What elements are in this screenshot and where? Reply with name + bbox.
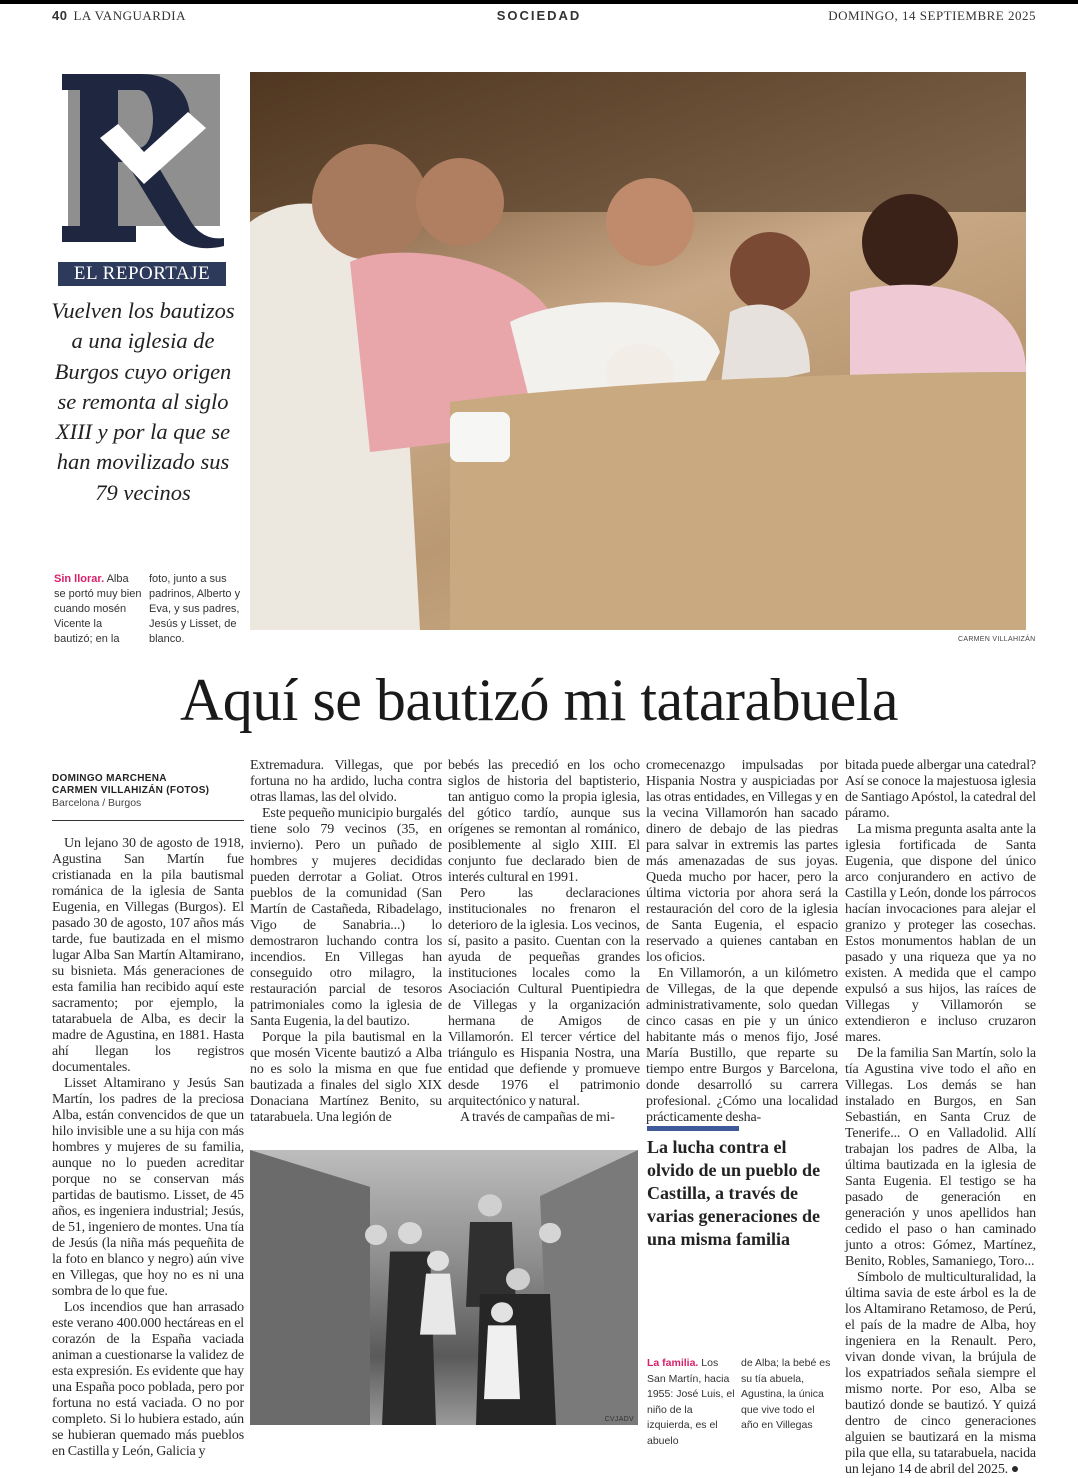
archive-caption-col2: de Alba; la bebé es su tía abuela, Agustina, la única que vive todo el año en Villegas [741, 1357, 831, 1431]
paragraph: La misma pregunta asalta ante la iglesia fortificada de Santa Eugenia, que dispone del único arco conjurandero en activo de Castilla y León, donde los párrocos hacían invocaciones para alejar el granizo y proteger las cosechas. Estos monumentos hablan de un pasado y una riqueza que ya no existen. A medida que el campo expulsó a sus hijos, las raíces de Villegas y Villamorón se extendieron e incluso cruzaron mares. [845, 822, 1036, 1045]
photo-caption-col1 [54, 572, 142, 647]
baptism-photo [250, 72, 1026, 630]
section-name: SOCIEDAD [496, 8, 582, 23]
photo-credit: CARMEN VILLAHIZÁN [958, 636, 1036, 643]
paragraph: Extremadura. Villegas, que por fortuna no ha ardido, lucha contra otras llamas, las del olvido. [250, 758, 442, 805]
archive-caption-col1 [647, 1356, 735, 1449]
paragraph: Un lejano 30 de agosto de 1918, Agustina San Martín fue cristianada en la pila bautismal románica de la iglesia de Santa Eugenia, en Villegas (Burgos). El pasado 30 de agosto, 107 años más tarde, fue bautizada en el mismo lugar Alba San Martín Altamirano, su bisnieta. Más generaciones de esta familia han recibido aquí este sacramento; por ejemplo, la tatarabuela de Alba, es decir la madre de Agustina, en 1881. Hasta ahí llegan los registros documentales. [52, 836, 244, 1075]
paragraph: Símbolo de multiculturalidad, la última savia de este árbol es la de los Altamirano Retamoso, de Perú, el país de la madre de Alba, hoy ingeniera en la Renault. Pero, vivan donde vivan, la brújula de los expatriados señala siempre el mismo norte. Por eso, Alba se bautizó donde se bautizó. Y quizá dentro de cinco generaciones alguien se bautizará en la misma pila que ella, su tatarabuela, nacida un lejano 14 de abril del 2025. ● [845, 1270, 1036, 1477]
paragraph: Pero las declaraciones institucionales no frenaron el deterioro de la iglesia. Los vecinos, sí, pasito a pasito. Cuentan con la ayuda de pequeñas grandes instituciones locales como la Asociación Cultural Puentipiedra de Villegas y la organización hermana de Amigos de Villamorón. El tercer vértice del triángulo es Hispania Nostra, una entidad que defiende y promueve desde 1976 el patrimonio arquitectónico y natural. [448, 886, 640, 1109]
paragraph: Los incendios que han arrasado este verano 400.000 hectáreas en el corazón de la España vaciada animan a cuestionarse la validez de esta expresión. Es evidente que hay una España poco poblada, pero por fortuna no está vaciada. O no por completo. Si lo hubiera estado, aún se hubieran quemado más pueblos en Castilla y León, Galicia y [52, 1300, 244, 1459]
byline [52, 773, 244, 809]
page-number: 40 [52, 8, 68, 23]
top-bar [0, 0, 1078, 4]
pull-quote: La lucha contra el olvido de un pueblo de Castilla, a través de varias generaciones de una misma familia [647, 1137, 821, 1249]
photo-caption-col2: foto, junto a sus padrinos, Alberto y Eva, y sus padres, Jesús y Lisset, de blanco. [149, 573, 241, 645]
paragraph: De la familia San Martín, solo la tía Agustina vive todo el año en Villegas. Los demás se han instalado en Burgos, en San Sebastián, en Santa Cruz de Tenerife... O en Valladolid. Allí trabajan los padres de Alba, la última bautizada en la iglesia de Santa Eugenia. El testigo se ha pasado de generación en generación y unos apellidos han cedido el paso o han caminado junto a otros: Gómez, Martínez, Benito, Robles, Samaniego, Toro... [845, 1046, 1036, 1269]
paragraph: En Villamorón, a un kilómetro de Villegas, de la que depende administrativamente, solo quedan cinco casas en pie y un único habitante más o menos fijo, José María Bustillo, que reparte su tiempo entre Burgos y Barcelona, donde desarrolló su carrera profesional. ¿Cómo una localidad prácticamente desha- [646, 966, 838, 1125]
paragraph: Porque la pila bautismal en la que mosén Vicente bautizó a Alba no es solo la misma en que fue bautizada a finales del siglo XIX Donaciana Martínez Benito, su tatarabuela. Una legión de [250, 1030, 442, 1125]
subheadline: Vuelven los bautizos a una iglesia de Burgos cuyo origen se remonta al siglo XIII y por la que se han movilizado sus 79 vecinos [51, 298, 235, 505]
newspaper-name: LA VANGUARDIA [73, 8, 187, 23]
archive-photo-credit: CVJADV [604, 1416, 634, 1423]
byline-divider [52, 820, 244, 821]
family-archive-photo [250, 1150, 638, 1425]
paragraph: bebés las precedió en los ocho siglos de historia del baptisterio, tan antiguo como la propia iglesia, del gótico tardío, aunque sus orígenes se remontan al románico, posiblemente al siglo XIII. El conjunto fue declarado bien de interés cultural en 1991. [448, 758, 640, 885]
paragraph: Este pequeño municipio burgalés tiene solo 79 vecinos (35, en invierno). Pero un puñado de hombres y mujeres decididas pueden derrotar a Goliat. Otros pueblos de la comunidad (San Martín de Castañeda, Ribadelago, Vigo de Sanabria...) lo demostraron luchando contra los incendios. En Villegas han conseguido otro milagro, la restauración parcial de tesoros patrimoniales como la iglesia de Santa Eugenia, la del bautizo. [250, 806, 442, 1029]
section-tag: EL REPORTAJE [58, 262, 226, 286]
dateline: Barcelona / Burgos [52, 797, 142, 809]
issue-date: DOMINGO, 14 SEPTIEMBRE 2025 [828, 8, 1036, 23]
quote-accent-bar [647, 1126, 739, 1131]
paragraph: A través de campañas de mi- [460, 1110, 615, 1125]
headline: Aquí se bautizó mi tatarabuela [179, 667, 899, 733]
article-column-5 [845, 758, 1036, 1478]
author: DOMINGO MARCHENA [52, 773, 167, 784]
reportaje-logo [60, 70, 226, 256]
article-column-1 [52, 836, 244, 1460]
caption-text: Los San Martín, hacia 1955: José Luis, el niño de la izquierda, es el abuelo [647, 1357, 735, 1447]
photographer: CARMEN VILLAHIZÁN (FOTOS) [52, 785, 210, 796]
caption-lead: La familia. [647, 1357, 699, 1369]
article-column-3 [448, 758, 640, 1126]
paragraph: cromecenazgo impulsadas por Hispania Nostra y auspiciadas por las otras entidades, en Villegas y en la vecina Villamorón han sacado dinero de debajo de las piedras para salvar in extremis las partes más amenazadas de sus joyas. Queda mucho por hacer, pero la última victoria por ahora será la restauración del coro de la iglesia de Santa Eugenia, el espacio reservado a quienes cantaban en los oficios. [646, 758, 838, 965]
article-column-4 [646, 758, 838, 1126]
article-column-2 [250, 758, 442, 1126]
paragraph: bitada puede albergar una catedral? Así se conoce la majestuosa iglesia de Santiago Apóstol, la catedral del páramo. [845, 758, 1036, 821]
caption-lead: Sin llorar. [54, 573, 105, 585]
paragraph: Lisset Altamirano y Jesús San Martín, los padres de la preciosa Alba, están convencidos de que un hilo invisible une a su hija con más hombres y mujeres de su familia, aunque no lo pueden acreditar porque no se conservan más partidas de bautismo. Lisset, de 45 años, es ingeniera industrial; Jesús, de 51, ingeniero de montes. Una tía de Jesús (la niña más pequeñita de la foto en blanco y negro) aún vive en Villegas, que hoy no es ni una sombra de lo que fue. [52, 1076, 244, 1299]
caption-text: Alba se portó muy bien cuando mosén Vicente la bautizó; en la [54, 573, 142, 645]
